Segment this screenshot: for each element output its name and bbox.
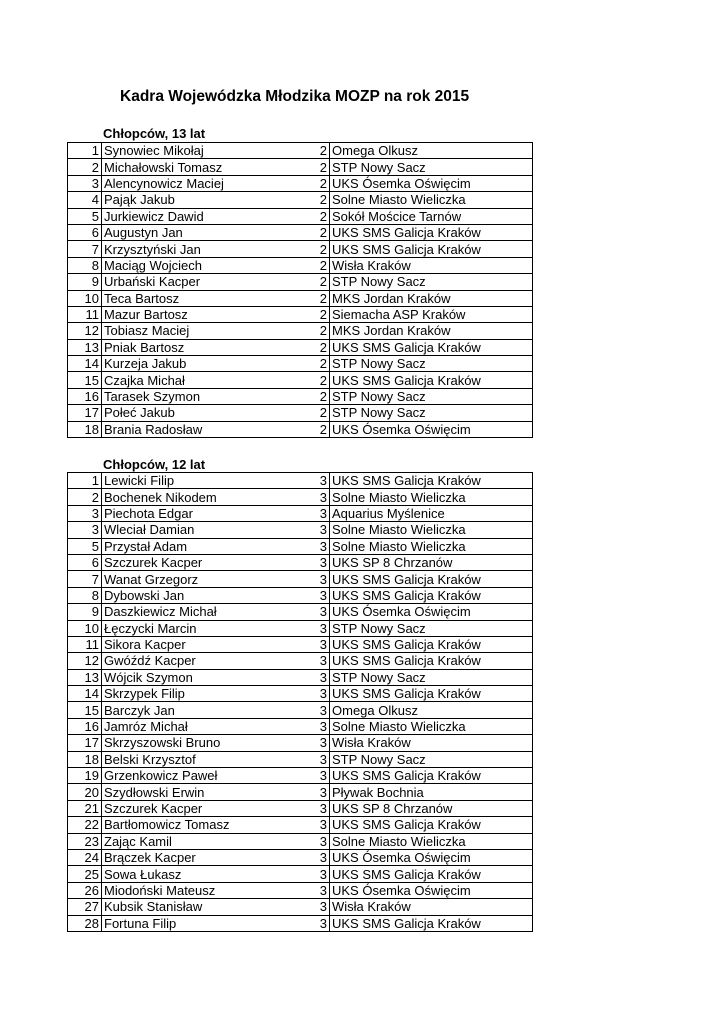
club-name: STP Nowy Sacz — [330, 620, 533, 636]
row-number: 15 — [68, 702, 102, 718]
category-number: 3 — [315, 702, 330, 718]
player-name: Czajka Michał — [102, 372, 316, 388]
player-name: Mazur Bartosz — [102, 306, 316, 322]
player-name: Sowa Łukasz — [102, 866, 316, 882]
club-name: UKS SMS Galicja Kraków — [330, 866, 533, 882]
table-row — [68, 686, 533, 702]
category-number: 3 — [315, 554, 330, 570]
row-number: 14 — [68, 686, 102, 702]
table-row — [68, 784, 533, 800]
club-name: Sokół Mościce Tarnów — [330, 208, 533, 224]
player-name: Łęczycki Marcin — [102, 620, 316, 636]
section-heading-12: Chłopców, 12 lat — [103, 457, 206, 472]
player-name: Połeć Jakub — [102, 405, 316, 421]
table-row — [68, 702, 533, 718]
player-name: Pniak Bartosz — [102, 339, 316, 355]
roster-table-12 — [67, 472, 533, 932]
row-number: 5 — [68, 208, 102, 224]
table-row — [68, 421, 533, 437]
club-name: UKS SMS Galicja Kraków — [330, 224, 533, 240]
player-name: Tarasek Szymon — [102, 388, 316, 404]
club-name: STP Nowy Sacz — [330, 405, 533, 421]
row-number: 19 — [68, 768, 102, 784]
player-name: Szydłowski Erwin — [102, 784, 316, 800]
table-row — [68, 175, 533, 191]
club-name: STP Nowy Sacz — [330, 274, 533, 290]
category-number: 3 — [315, 669, 330, 685]
row-number: 1 — [68, 143, 102, 159]
row-number: 3 — [68, 175, 102, 191]
category-number: 3 — [315, 882, 330, 898]
club-name: MKS Jordan Kraków — [330, 323, 533, 339]
row-number: 3 — [68, 505, 102, 521]
club-name: STP Nowy Sacz — [330, 388, 533, 404]
club-name: UKS SMS Galicja Kraków — [330, 636, 533, 652]
row-number: 17 — [68, 735, 102, 751]
club-name: Wisła Kraków — [330, 735, 533, 751]
club-name: Omega Olkusz — [330, 702, 533, 718]
section-heading-13: Chłopców, 13 lat — [103, 126, 206, 141]
category-number: 2 — [315, 388, 330, 404]
row-number: 8 — [68, 257, 102, 273]
category-number: 3 — [315, 849, 330, 865]
player-name: Kubsik Stanisław — [102, 899, 316, 915]
row-number: 16 — [68, 388, 102, 404]
player-name: Alencynowicz Maciej — [102, 175, 316, 191]
club-name: Solne Miasto Wieliczka — [330, 192, 533, 208]
player-name: Przystał Adam — [102, 538, 316, 554]
row-number: 23 — [68, 833, 102, 849]
category-number: 2 — [315, 405, 330, 421]
row-number: 14 — [68, 356, 102, 372]
row-number: 7 — [68, 241, 102, 257]
club-name: UKS SMS Galicja Kraków — [330, 571, 533, 587]
table-row — [68, 882, 533, 898]
club-name: UKS SMS Galicja Kraków — [330, 339, 533, 355]
category-number: 2 — [315, 356, 330, 372]
table-row — [68, 849, 533, 865]
category-number: 3 — [315, 538, 330, 554]
category-number: 2 — [315, 143, 330, 159]
category-number: 2 — [315, 159, 330, 175]
category-number: 2 — [315, 192, 330, 208]
row-number: 27 — [68, 899, 102, 915]
table-row — [68, 800, 533, 816]
roster-body-13 — [68, 143, 533, 438]
player-name: Brania Radosław — [102, 421, 316, 437]
page-title: Kadra Wojewódzka Młodzika MOZP na rok 2015 — [120, 88, 470, 105]
category-number: 3 — [315, 751, 330, 767]
table-row — [68, 751, 533, 767]
category-number: 3 — [315, 915, 330, 931]
row-number: 10 — [68, 290, 102, 306]
player-name: Michałowski Tomasz — [102, 159, 316, 175]
category-number: 3 — [315, 817, 330, 833]
club-name: Solne Miasto Wieliczka — [330, 833, 533, 849]
player-name: Szczurek Kacper — [102, 554, 316, 570]
category-number: 2 — [315, 224, 330, 240]
row-number: 17 — [68, 405, 102, 421]
table-row — [68, 372, 533, 388]
category-number: 3 — [315, 784, 330, 800]
row-number: 9 — [68, 274, 102, 290]
table-row — [68, 489, 533, 505]
club-name: UKS SP 8 Chrzanów — [330, 800, 533, 816]
category-number: 3 — [315, 768, 330, 784]
club-name: UKS SMS Galicja Kraków — [330, 686, 533, 702]
row-number: 11 — [68, 306, 102, 322]
table-row — [68, 899, 533, 915]
category-number: 3 — [315, 636, 330, 652]
club-name: UKS Ósemka Oświęcim — [330, 849, 533, 865]
club-name: UKS SP 8 Chrzanów — [330, 554, 533, 570]
table-row — [68, 522, 533, 538]
player-name: Bartłomowicz Tomasz — [102, 817, 316, 833]
club-name: Omega Olkusz — [330, 143, 533, 159]
table-row — [68, 636, 533, 652]
row-number: 18 — [68, 751, 102, 767]
table-row — [68, 143, 533, 159]
category-number: 2 — [315, 257, 330, 273]
table-row — [68, 339, 533, 355]
category-number: 3 — [315, 522, 330, 538]
table-row — [68, 192, 533, 208]
player-name: Lewicki Filip — [102, 473, 316, 489]
player-name: Grzenkowicz Paweł — [102, 768, 316, 784]
row-number: 9 — [68, 604, 102, 620]
category-number: 2 — [315, 208, 330, 224]
table-row — [68, 323, 533, 339]
player-name: Wójcik Szymon — [102, 669, 316, 685]
row-number: 12 — [68, 653, 102, 669]
club-name: UKS SMS Galicja Kraków — [330, 653, 533, 669]
row-number: 2 — [68, 489, 102, 505]
table-row — [68, 833, 533, 849]
table-row — [68, 604, 533, 620]
row-number: 24 — [68, 849, 102, 865]
club-name: Solne Miasto Wieliczka — [330, 538, 533, 554]
row-number: 21 — [68, 800, 102, 816]
row-number: 16 — [68, 718, 102, 734]
player-name: Gwóźdź Kacper — [102, 653, 316, 669]
table-row — [68, 620, 533, 636]
category-number: 2 — [315, 175, 330, 191]
table-row — [68, 735, 533, 751]
player-name: Piechota Edgar — [102, 505, 316, 521]
table-row — [68, 208, 533, 224]
player-name: Teca Bartosz — [102, 290, 316, 306]
category-number: 2 — [315, 421, 330, 437]
table-row — [68, 915, 533, 931]
player-name: Szczurek Kacper — [102, 800, 316, 816]
club-name: Solne Miasto Wieliczka — [330, 522, 533, 538]
row-number: 6 — [68, 554, 102, 570]
category-number: 3 — [315, 800, 330, 816]
row-number: 13 — [68, 669, 102, 685]
club-name: Solne Miasto Wieliczka — [330, 489, 533, 505]
club-name: UKS Ósemka Oświęcim — [330, 175, 533, 191]
row-number: 1 — [68, 473, 102, 489]
table-row — [68, 388, 533, 404]
table-row — [68, 290, 533, 306]
row-number: 8 — [68, 587, 102, 603]
category-number: 2 — [315, 306, 330, 322]
row-number: 13 — [68, 339, 102, 355]
club-name: UKS Ósemka Oświęcim — [330, 882, 533, 898]
club-name: UKS SMS Galicja Kraków — [330, 372, 533, 388]
player-name: Urbański Kacper — [102, 274, 316, 290]
club-name: Wisła Kraków — [330, 899, 533, 915]
club-name: Aquarius Myślenice — [330, 505, 533, 521]
row-number: 25 — [68, 866, 102, 882]
player-name: Jamróz Michał — [102, 718, 316, 734]
row-number: 12 — [68, 323, 102, 339]
table-row — [68, 718, 533, 734]
player-name: Zając Kamil — [102, 833, 316, 849]
player-name: Synowiec Mikołaj — [102, 143, 316, 159]
table-row — [68, 224, 533, 240]
row-number: 6 — [68, 224, 102, 240]
club-name: Siemacha ASP Kraków — [330, 306, 533, 322]
category-number: 3 — [315, 686, 330, 702]
club-name: UKS SMS Galicja Kraków — [330, 915, 533, 931]
player-name: Jurkiewicz Dawid — [102, 208, 316, 224]
row-number: 20 — [68, 784, 102, 800]
table-row — [68, 538, 533, 554]
category-number: 3 — [315, 718, 330, 734]
table-row — [68, 554, 533, 570]
player-name: Maciąg Wojciech — [102, 257, 316, 273]
club-name: STP Nowy Sacz — [330, 751, 533, 767]
roster-table-13 — [67, 142, 533, 438]
table-row — [68, 306, 533, 322]
category-number: 3 — [315, 473, 330, 489]
player-name: Miodoński Mateusz — [102, 882, 316, 898]
player-name: Bochenek Nikodem — [102, 489, 316, 505]
table-row — [68, 473, 533, 489]
player-name: Skrzypek Filip — [102, 686, 316, 702]
category-number: 3 — [315, 489, 330, 505]
table-row — [68, 653, 533, 669]
category-number: 2 — [315, 339, 330, 355]
club-name: UKS SMS Galicja Kraków — [330, 587, 533, 603]
club-name: UKS SMS Galicja Kraków — [330, 473, 533, 489]
club-name: STP Nowy Sacz — [330, 669, 533, 685]
table-row — [68, 505, 533, 521]
category-number: 3 — [315, 735, 330, 751]
category-number: 2 — [315, 323, 330, 339]
category-number: 3 — [315, 899, 330, 915]
club-name: UKS SMS Galicja Kraków — [330, 817, 533, 833]
row-number: 22 — [68, 817, 102, 833]
row-number: 2 — [68, 159, 102, 175]
row-number: 4 — [68, 192, 102, 208]
table-row — [68, 669, 533, 685]
player-name: Skrzyszowski Bruno — [102, 735, 316, 751]
table-row — [68, 571, 533, 587]
player-name: Pająk Jakub — [102, 192, 316, 208]
row-number: 3 — [68, 522, 102, 538]
roster-body-12 — [68, 473, 533, 932]
category-number: 3 — [315, 571, 330, 587]
club-name: Wisła Kraków — [330, 257, 533, 273]
club-name: Solne Miasto Wieliczka — [330, 718, 533, 734]
club-name: UKS Ósemka Oświęcim — [330, 421, 533, 437]
club-name: Pływak Bochnia — [330, 784, 533, 800]
category-number: 2 — [315, 290, 330, 306]
player-name: Dybowski Jan — [102, 587, 316, 603]
category-number: 3 — [315, 833, 330, 849]
club-name: UKS Ósemka Oświęcim — [330, 604, 533, 620]
player-name: Belski Krzysztof — [102, 751, 316, 767]
row-number: 10 — [68, 620, 102, 636]
category-number: 2 — [315, 241, 330, 257]
category-number: 3 — [315, 620, 330, 636]
player-name: Augustyn Jan — [102, 224, 316, 240]
table-row — [68, 768, 533, 784]
row-number: 7 — [68, 571, 102, 587]
category-number: 2 — [315, 372, 330, 388]
player-name: Brączek Kacper — [102, 849, 316, 865]
table-row — [68, 257, 533, 273]
table-row — [68, 405, 533, 421]
table-row — [68, 356, 533, 372]
club-name: UKS SMS Galicja Kraków — [330, 241, 533, 257]
player-name: Wanat Grzegorz — [102, 571, 316, 587]
category-number: 2 — [315, 274, 330, 290]
table-row — [68, 587, 533, 603]
club-name: STP Nowy Sacz — [330, 159, 533, 175]
row-number: 26 — [68, 882, 102, 898]
player-name: Fortuna Filip — [102, 915, 316, 931]
row-number: 11 — [68, 636, 102, 652]
row-number: 28 — [68, 915, 102, 931]
player-name: Sikora Kacper — [102, 636, 316, 652]
player-name: Barczyk Jan — [102, 702, 316, 718]
table-row — [68, 817, 533, 833]
player-name: Krzysztyński Jan — [102, 241, 316, 257]
player-name: Tobiasz Maciej — [102, 323, 316, 339]
table-row — [68, 866, 533, 882]
club-name: MKS Jordan Kraków — [330, 290, 533, 306]
player-name: Kurzeja Jakub — [102, 356, 316, 372]
category-number: 3 — [315, 505, 330, 521]
category-number: 3 — [315, 866, 330, 882]
club-name: UKS SMS Galicja Kraków — [330, 768, 533, 784]
row-number: 5 — [68, 538, 102, 554]
table-row — [68, 274, 533, 290]
row-number: 18 — [68, 421, 102, 437]
player-name: Wleciał Damian — [102, 522, 316, 538]
category-number: 3 — [315, 653, 330, 669]
player-name: Daszkiewicz Michał — [102, 604, 316, 620]
category-number: 3 — [315, 604, 330, 620]
table-row — [68, 159, 533, 175]
row-number: 15 — [68, 372, 102, 388]
table-row — [68, 241, 533, 257]
category-number: 3 — [315, 587, 330, 603]
club-name: STP Nowy Sacz — [330, 356, 533, 372]
